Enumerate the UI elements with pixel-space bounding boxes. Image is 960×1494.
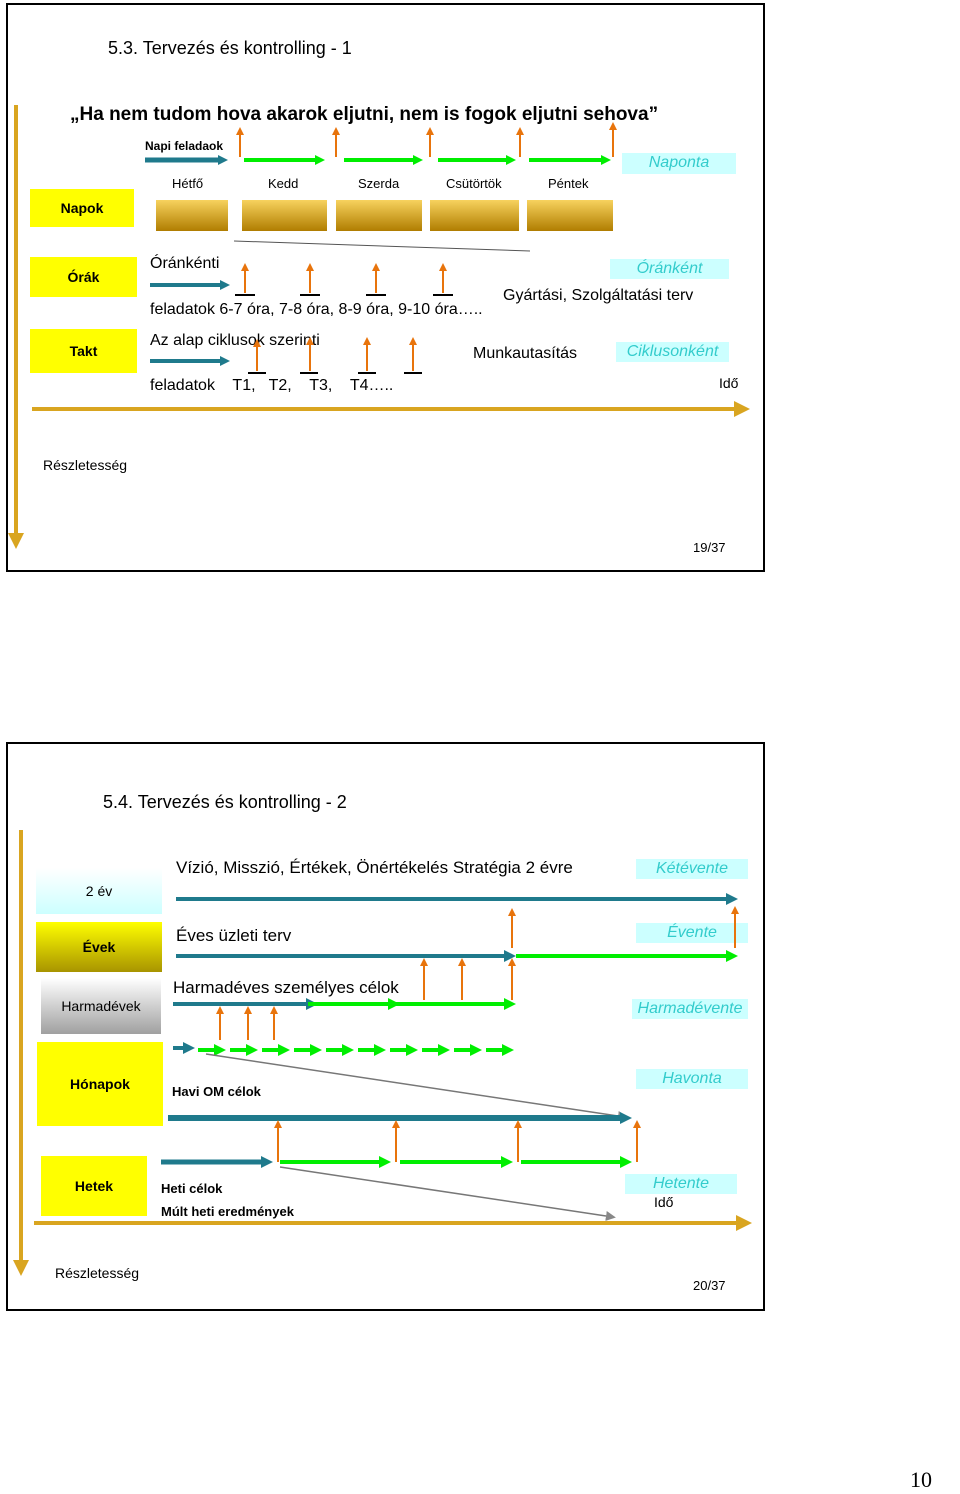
page-number: 10 — [910, 1467, 932, 1492]
day-label-wednesday: Szerda — [358, 176, 400, 191]
havi-om-label: Havi OM célok — [172, 1084, 261, 1099]
reszletesseg-label: Részletesség — [43, 457, 128, 473]
slide-page-counter: 20/37 — [693, 1278, 726, 1293]
slide-19 — [6, 3, 765, 572]
badge-hetente: Hetente — [625, 1174, 737, 1194]
row-label-hetek: Hetek — [41, 1156, 147, 1216]
row-label-takt: Takt — [30, 329, 137, 373]
day-label-friday: Péntek — [548, 176, 589, 191]
badge-evente: Évente — [636, 923, 748, 943]
slide1-arrows — [8, 5, 767, 574]
row-label-honapok: Hónapok — [37, 1042, 163, 1126]
slide-20 — [6, 742, 765, 1311]
mult-heti-label: Múlt heti eredmények — [161, 1204, 294, 1219]
oranketi-label: Óránkénti — [150, 255, 220, 272]
day-label-tuesday: Kedd — [268, 176, 299, 191]
gyartasi-terv-label: Gyártási, Szolgáltatási terv — [503, 287, 694, 304]
harmadeves-label: Harmadéves személyes célok — [173, 978, 399, 997]
badge-naponta: Naponta — [622, 153, 736, 174]
row-label-2-ev: 2 év — [36, 868, 162, 914]
ido-label: Idő — [654, 1194, 674, 1210]
badge-ciklusonkent: Ciklusonként — [616, 342, 729, 362]
day-label-monday: Hétfő — [172, 176, 204, 191]
reszletesseg-label: Részletesség — [55, 1265, 140, 1281]
munkautasitas-label: Munkautasítás — [473, 345, 578, 362]
quote-text: „Ha nem tudom hova akarok eljutni, nem is fogok eljutni sehova” — [70, 104, 659, 125]
row-label-orak: Órák — [30, 257, 137, 297]
slide2-arrows — [8, 744, 767, 1313]
heti-celok-label: Heti célok — [161, 1181, 223, 1196]
cycle-tasks-label: feladatok T1, T2, T3, T4….. — [150, 377, 394, 394]
row-label-evek: Évek — [36, 922, 162, 972]
row-label-harmadevek: Harmadévek — [41, 978, 161, 1034]
badge-havonta: Havonta — [636, 1069, 748, 1089]
day-label-thursday: Csütörtök — [446, 176, 502, 191]
slide-title: 5.4. Tervezés és kontrolling - 2 — [103, 792, 347, 812]
badge-harmadevente: Harmadévente — [632, 999, 748, 1019]
slide-title: 5.3. Tervezés és kontrolling - 1 — [108, 38, 352, 58]
row-label-napok: Napok — [30, 189, 134, 227]
hour-tasks-label: feladatok 6-7 óra, 7-8 óra, 8-9 óra, 9-10 óra….. — [150, 301, 483, 318]
slide-page-counter: 19/37 — [693, 540, 726, 555]
eves-terv-label: Éves üzleti terv — [176, 926, 292, 945]
cycles-label: Az alap ciklusok szerinti — [150, 332, 320, 349]
badge-ketevente: Kétévente — [636, 859, 748, 879]
ido-label: Idő — [719, 375, 739, 391]
badge-orankent: Óránként — [610, 259, 729, 279]
napi-feladaok-label: Napi feladaok — [145, 139, 224, 153]
vizio-label: Vízió, Misszió, Értékek, Önértékelés Stratégia 2 évre — [176, 858, 573, 877]
